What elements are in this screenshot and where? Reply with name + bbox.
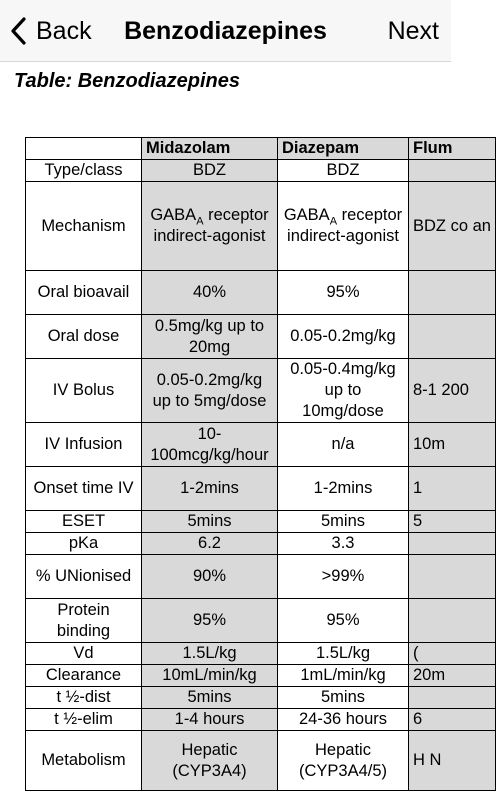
benzodiazepines-table — [25, 137, 496, 791]
diazepam-cell: Hepatic (CYP3A4/5) — [278, 731, 409, 791]
table-scroll-area[interactable] — [25, 137, 491, 780]
diazepam-cell: 1mL/min/kg — [278, 665, 409, 687]
flumazenil-cell: 1 — [409, 467, 496, 511]
flumazenil-cell: 10m — [409, 423, 496, 467]
back-button[interactable] — [10, 14, 92, 48]
flumazenil-cell: ( — [409, 643, 496, 665]
table-row — [26, 160, 496, 182]
diazepam-cell: 95% — [278, 271, 409, 315]
midazolam-cell: 95% — [142, 599, 278, 643]
chevron-left-icon — [10, 17, 26, 45]
diazepam-cell: $GABA_A$ receptor indirect-agonist — [278, 182, 409, 271]
row-label: Metabolism — [26, 731, 142, 791]
row-label: pKa — [26, 533, 142, 555]
table-row — [26, 709, 496, 731]
row-label: t ½-dist — [26, 687, 142, 709]
table-row — [26, 423, 496, 467]
midazolam-cell: 1-2mins — [142, 467, 278, 511]
table-row — [26, 731, 496, 791]
diazepam-cell: 24-36 hours — [278, 709, 409, 731]
back-label: Back — [36, 16, 92, 45]
diazepam-cell: 1-2mins — [278, 467, 409, 511]
flumazenil-cell — [409, 599, 496, 643]
flumazenil-cell — [409, 555, 496, 599]
midazolam-cell: 5mins — [142, 511, 278, 533]
page-title: Benzodiazepines — [124, 17, 327, 45]
flumazenil-cell — [409, 315, 496, 359]
diazepam-cell: 5mins — [278, 687, 409, 709]
table-row — [26, 182, 496, 271]
row-label: IV Infusion — [26, 423, 142, 467]
header-blank-cell — [26, 138, 142, 160]
table-row — [26, 271, 496, 315]
midazolam-cell: BDZ — [142, 160, 278, 182]
midazolam-cell: 1.5L/kg — [142, 643, 278, 665]
flumazenil-cell: 8-1 200 — [409, 359, 496, 423]
header-diazepam: Diazepam — [278, 138, 409, 160]
table-row — [26, 643, 496, 665]
flumazenil-cell: 6 — [409, 709, 496, 731]
header-row — [26, 138, 496, 160]
midazolam-cell: 5mins — [142, 687, 278, 709]
flumazenil-cell: H N — [409, 731, 496, 791]
table-row — [26, 599, 496, 643]
row-label: Oral bioavail — [26, 271, 142, 315]
midazolam-cell: 90% — [142, 555, 278, 599]
next-button[interactable]: Next — [387, 17, 439, 45]
row-label: IV Bolus — [26, 359, 142, 423]
row-label: Onset time IV — [26, 467, 142, 511]
row-label: Mechanism — [26, 182, 142, 271]
content-title: Table: Benzodiazepines — [14, 70, 240, 92]
table-row — [26, 533, 496, 555]
midazolam-cell: $GABA_A$ receptor indirect-agonist — [142, 182, 278, 271]
diazepam-cell: 3.3 — [278, 533, 409, 555]
table-row — [26, 665, 496, 687]
midazolam-cell: 1-4 hours — [142, 709, 278, 731]
flumazenil-cell: 5 — [409, 511, 496, 533]
flumazenil-cell — [409, 533, 496, 555]
header-flumazenil: Flum — [409, 138, 496, 160]
row-label: Type/class — [26, 160, 142, 182]
table-row — [26, 687, 496, 709]
row-label: Clearance — [26, 665, 142, 687]
diazepam-cell: BDZ — [278, 160, 409, 182]
midazolam-cell: Hepatic (CYP3A4) — [142, 731, 278, 791]
diazepam-cell: 0.05-0.2mg/kg — [278, 315, 409, 359]
table-row — [26, 511, 496, 533]
flumazenil-cell — [409, 160, 496, 182]
midazolam-cell: 10mL/min/kg — [142, 665, 278, 687]
row-label: Oral dose — [26, 315, 142, 359]
header-midazolam: Midazolam — [142, 138, 278, 160]
diazepam-cell: >99% — [278, 555, 409, 599]
midazolam-cell: 6.2 — [142, 533, 278, 555]
row-label: Vd — [26, 643, 142, 665]
midazolam-cell: 0.5mg/kg up to 20mg — [142, 315, 278, 359]
flumazenil-cell — [409, 271, 496, 315]
flumazenil-cell: 20m — [409, 665, 496, 687]
table-row — [26, 359, 496, 423]
diazepam-cell: 95% — [278, 599, 409, 643]
midazolam-cell: 0.05-0.2mg/kg up to 5mg/dose — [142, 359, 278, 423]
navigation-bar — [0, 0, 451, 62]
flumazenil-cell: BDZ co an — [409, 182, 496, 271]
diazepam-cell: 0.05-0.4mg/kg up to 10mg/dose — [278, 359, 409, 423]
diazepam-cell: 1.5L/kg — [278, 643, 409, 665]
flumazenil-cell — [409, 687, 496, 709]
table-row — [26, 555, 496, 599]
midazolam-cell: 10-100mcg/kg/hour — [142, 423, 278, 467]
row-label: t ½-elim — [26, 709, 142, 731]
row-label: % UNionised — [26, 555, 142, 599]
diazepam-cell: 5mins — [278, 511, 409, 533]
diazepam-cell: n/a — [278, 423, 409, 467]
row-label: ESET — [26, 511, 142, 533]
row-label: Protein binding — [26, 599, 142, 643]
table-row — [26, 467, 496, 511]
midazolam-cell: 40% — [142, 271, 278, 315]
table-row — [26, 315, 496, 359]
